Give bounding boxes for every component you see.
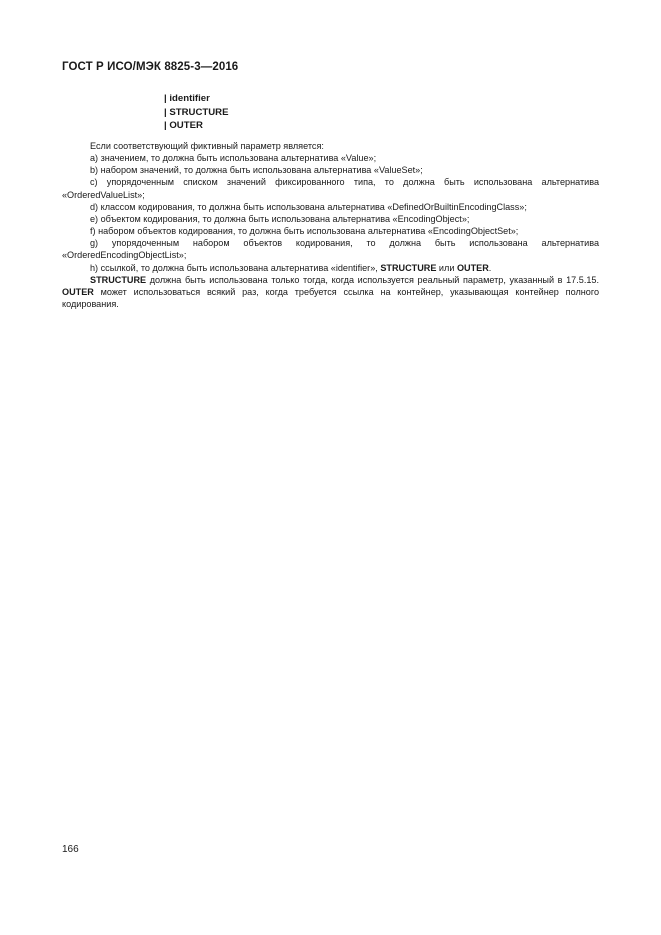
item-h-structure: STRUCTURE [380,262,437,273]
document-header: ГОСТ Р ИСО/МЭК 8825-3—2016 [62,61,239,73]
list-item-a: а) значением, то должна быть использована альтернатива «Value»; [90,153,377,164]
paragraph-final [62,274,599,310]
final-text-2: может использоваться всякий раз, когда требуется ссылка на контейнер, указывающая контейнер полного кодирования. [62,286,599,310]
grammar-line-identifier: | identifier [164,93,210,104]
list-item-g: g) упорядоченным набором объектов кодирования, то должна быть использована альтернатива «OrderedEncodingObjectList»; [62,238,599,261]
item-h-outer: OUTER [456,262,489,273]
list-item-h [62,262,599,274]
grammar-line-structure: | STRUCTURE [164,106,229,118]
final-text-1: должна быть использована только тогда, когда используется реальный параметр, указанный в 17.5.15. [146,274,599,285]
list-item-e: е) объектом кодирования, то должна быть использована альтернатива «EncodingObject»; [90,213,470,224]
grammar-alternatives [164,92,229,133]
list-item-d: d) классом кодирования, то должна быть использована альтернатива «DefinedOrBuiltinEncodingClass»; [90,201,527,212]
list-item-b: b) набором значений, то должна быть использована альтернатива «ValueSet»; [90,165,423,176]
paragraph-intro: Если соответствующий фиктивный параметр является: [90,141,324,151]
item-h-end: . [488,262,492,273]
grammar-line-outer: | OUTER [164,120,203,131]
final-outer-keyword: OUTER [62,286,94,297]
list-item-f: f) набором объектов кодирования, то должна быть использована альтернатива «EncodingObjectSet»; [90,226,519,237]
list-item-c: с) упорядоченным списком значений фиксированного типа, то должна быть использована альтернатива «OrderedValueList»; [62,177,599,200]
body-text [62,140,599,310]
final-structure-keyword: STRUCTURE [90,274,147,285]
item-h-or: или [436,262,457,273]
page-number: 166 [62,844,79,855]
item-h-text: h) ссылкой, то должна быть использована альтернатива «identifier», [90,262,381,273]
